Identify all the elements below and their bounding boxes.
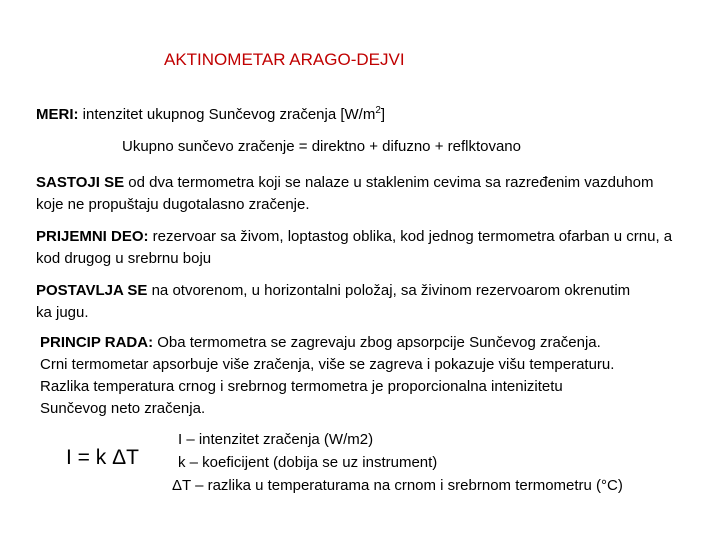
princip-text: Oba termometra se zagrevaju zbog apsorpcije Sunčevog zračenja.	[153, 334, 601, 351]
postavlja-text: na otvorenom, u horizontalni položaj, sa živinom rezervoarom okrenutim ka jugu.	[36, 282, 631, 321]
prijemni-paragraph	[36, 226, 686, 270]
meri-text: intenzitet ukupnog Sunčevog zračenja [W/m	[78, 106, 376, 123]
princip-line-2: Crni termometar apsorbuje više zračenja, više se zagreva i pokazuje višu temperaturu.	[40, 356, 615, 373]
postavlja-label: POSTAVLJA SE	[36, 282, 148, 299]
legend-intensity: I – intenzitet zračenja (W/m2)	[178, 431, 374, 448]
meri-line	[36, 104, 385, 126]
sastoji-text: od dva termometra koji se nalaze u staklenim cevima sa razređenim vazduhom koje ne propuštaju dugotalasno zračenje.	[36, 174, 654, 213]
sastoji-paragraph	[36, 172, 676, 216]
prijemni-label: PRIJEMNI DEO:	[36, 228, 149, 245]
page-title: AKTINOMETAR ARAGO-DEJVI	[164, 50, 405, 69]
princip-line-3: Razlika temperatura crnog i srebrnog termometra je proporcionalna intenizitetu	[40, 378, 563, 395]
sastoji-label: SASTOJI SE	[36, 174, 125, 191]
legend-coefficient: k – koeficijent (dobija se uz instrument)	[178, 454, 438, 471]
meri-text-end: ]	[380, 106, 386, 123]
formula: I = k ΔT	[66, 446, 139, 469]
prijemni-text: rezervoar sa živom, loptastog oblika, kod jednog termometra ofarban u crnu, a kod drugog u srebrnu boju	[36, 228, 673, 267]
meri-superscript: 2	[375, 105, 381, 116]
postavlja-paragraph	[36, 280, 636, 324]
princip-line-4: Sunčevog neto zračenja.	[40, 400, 206, 417]
equation-line: Ukupno sunčevo zračenje = direktno + difuzno + reflktovano	[122, 138, 521, 155]
legend-delta-t: ΔT – razlika u temperaturama na crnom i srebrnom termometru (°C)	[172, 477, 623, 494]
princip-label: PRINCIP RADA:	[40, 334, 154, 351]
meri-label: MERI:	[36, 106, 79, 123]
princip-line-1	[40, 332, 601, 354]
